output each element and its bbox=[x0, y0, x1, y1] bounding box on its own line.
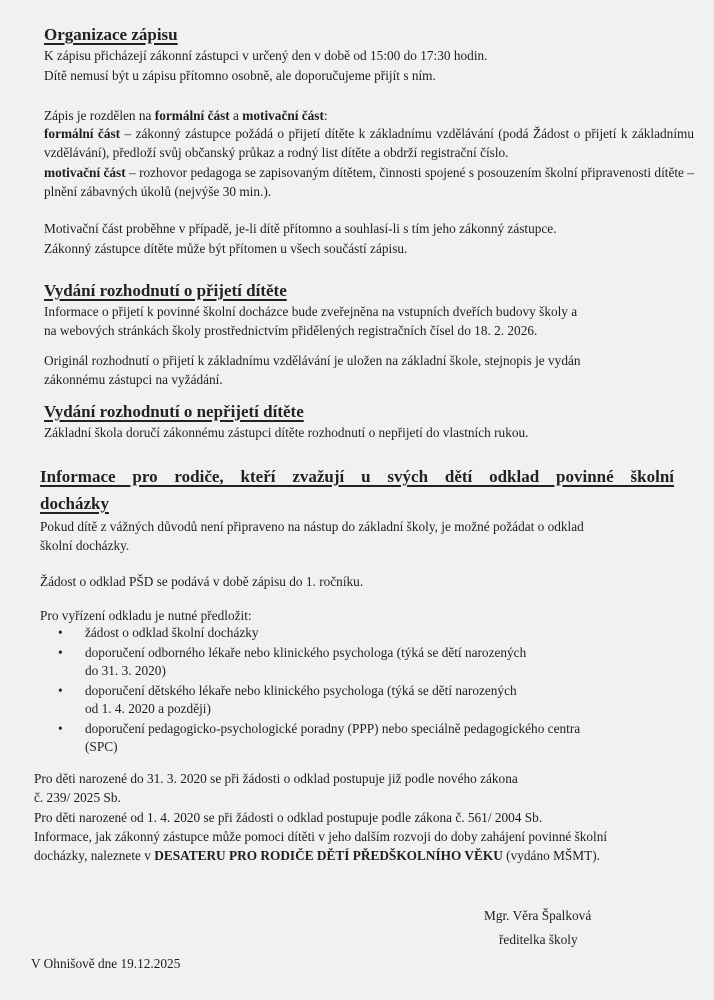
split-motivational-bold: motivační část bbox=[242, 108, 324, 123]
info-line-1: Informace, jak zákonný zástupce může pomoci dítěti v jeho dalším rozvoji do doby zahájení povinné školní bbox=[34, 829, 608, 844]
formal-part-label: formální část bbox=[44, 126, 121, 141]
info-line-2: docházky, naleznete v DESATERU PRO RODIČE DĚTÍ PŘEDŠKOLNÍHO VĚKU (vydáno MŠMT). bbox=[34, 848, 600, 863]
organization-line-2: Dítě nemusí být u zápisu přítomno osobně, ale doporučujeme přijít s ním. bbox=[44, 68, 436, 83]
deferral-application: Žádost o odklad PŠD se podává v době zápisu do 1. ročníku. bbox=[40, 574, 364, 589]
note-line-2: Zákonný zástupce dítěte může být přítomen u všech součástí zápisu. bbox=[44, 241, 408, 256]
list-item: • doporučení pedagogicko-psychologické poradny (PPP) nebo speciálně pedagogického centra (SPC) bbox=[58, 721, 581, 754]
motivational-part-paragraph bbox=[44, 163, 694, 201]
formal-part-text: – zákonný zástupce požádá o přijetí dítěte k základnímu vzdělávání (podá Žádost o přijetí k základnímu vzdělávání), předloží svůj občanský průkaz a rodný list dítěte a obdrží registrační číslo. bbox=[44, 126, 695, 160]
bullet-icon: • bbox=[58, 625, 63, 640]
acceptance-para2-line-2: zákonnému zástupci na vyžádání. bbox=[44, 372, 223, 387]
split-sentence: Zápis je rozdělen na formální část a motivační část: bbox=[44, 108, 328, 123]
heading-acceptance: Vydání rozhodnutí o přijetí dítěte bbox=[44, 281, 287, 300]
law-2020-before-line-1: Pro děti narozené do 31. 3. 2020 se při žádosti o odklad postupuje již podle nového zákona bbox=[34, 771, 518, 786]
formal-part-paragraph bbox=[44, 124, 694, 162]
law-2020-before-line-2: č. 239/ 2025 Sb. bbox=[34, 790, 121, 805]
heading-deferral-line-2: docházky bbox=[40, 494, 109, 513]
split-formal-bold: formální část bbox=[154, 108, 230, 123]
deferral-intro-line-2: školní docházky. bbox=[40, 538, 130, 553]
acceptance-line-2: na webových stránkách školy prostřednictvím přidělených registračních čísel do 18. 2. 2026. bbox=[44, 323, 538, 338]
acceptance-line-1: Informace o přijetí k povinné školní docházce bude zveřejněna na vstupních dveřích budovy školy a bbox=[44, 304, 578, 319]
law-2020-after: Pro děti narozené od 1. 4. 2020 se při žádosti o odklad postupuje podle zákona č. 561/ 2004 Sb. bbox=[34, 810, 543, 825]
deferral-list-intro: Pro vyřízení odkladu je nutné předložit: bbox=[40, 608, 252, 623]
note-line-1: Motivační část proběhne v případě, je-li dítě přítomno a souhlasí-li s tím jeho zákonný zástupce. bbox=[44, 221, 557, 236]
heading-deferral-line-1: Informace pro rodiče, kteří zvažují u svých dětí odklad povinné školní bbox=[40, 467, 674, 486]
required-documents-list bbox=[58, 624, 698, 758]
signature-role: ředitelka školy bbox=[499, 932, 578, 947]
bullet-icon: • bbox=[58, 683, 63, 698]
acceptance-para2-line-1: Originál rozhodnutí o přijetí k základnímu vzdělávání je uložen na základní škole, stejnopis je vydán bbox=[44, 353, 581, 368]
list-item: • doporučení dětského lékaře nebo klinického psychologa (týká se dětí narozených od 1. 4. 2020 a později) bbox=[58, 683, 517, 716]
bullet-icon: • bbox=[58, 721, 63, 736]
rejection-text: Základní škola doručí zákonnému zástupci dítěte rozhodnutí o nepřijetí do vlastních rukou. bbox=[44, 425, 529, 440]
motivational-part-label: motivační část bbox=[44, 165, 126, 180]
motivational-part-text: – rozhovor pedagoga se zapisovaným dítětem, činnosti spojené s posouzením školní připravenosti dítěte – plnění zábavných úkolů (nejvýše 30 min.). bbox=[44, 165, 694, 199]
organization-line-1: K zápisu přicházejí zákonní zástupci v určený den v době od 15:00 do 17:30 hodin. bbox=[44, 48, 488, 63]
list-item: • doporučení odborného lékaře nebo klinického psychologa (týká se dětí narozených do 31. 3. 2020) bbox=[58, 645, 527, 678]
heading-organization: Organizace zápisu bbox=[44, 25, 178, 44]
deferral-intro-line-1: Pokud dítě z vážných důvodů není připraveno na nástup do základní školy, je možné požádat o odklad bbox=[40, 519, 584, 534]
list-item: • žádost o odklad školní docházky bbox=[58, 625, 259, 640]
bullet-icon: • bbox=[58, 645, 63, 660]
place-date: V Ohnišově dne 19.12.2025 bbox=[31, 956, 181, 971]
desatero-title: DESATERU PRO RODIČE DĚTÍ PŘEDŠKOLNÍHO VĚKU bbox=[154, 848, 503, 863]
heading-rejection: Vydání rozhodnutí o nepřijetí dítěte bbox=[44, 402, 304, 421]
signature-name: Mgr. Věra Špalková bbox=[484, 908, 592, 923]
